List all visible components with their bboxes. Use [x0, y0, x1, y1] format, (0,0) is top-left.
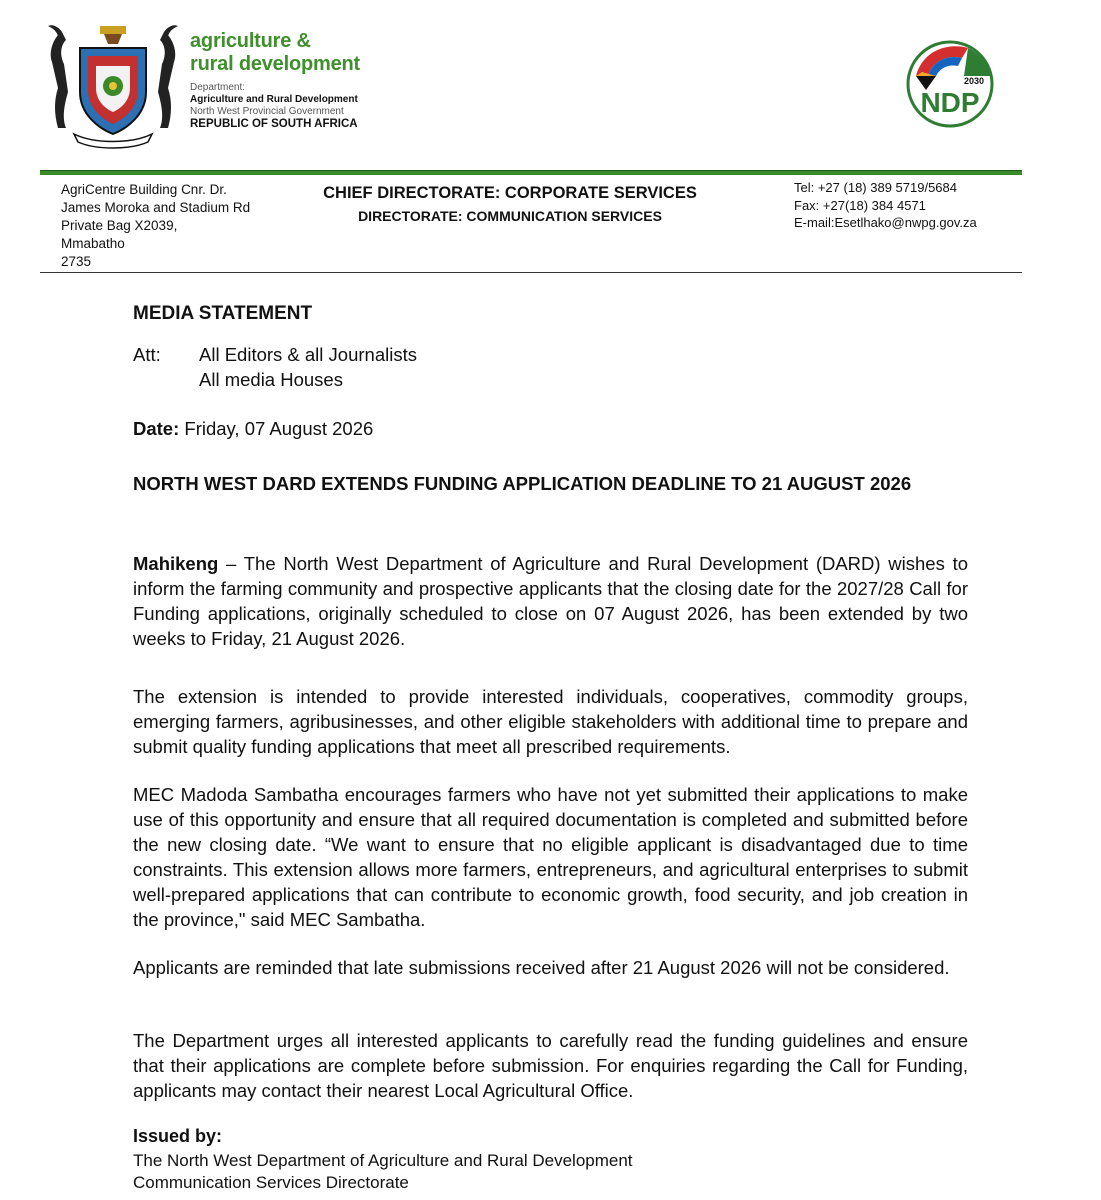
contact-details [794, 179, 977, 232]
attention-block [133, 342, 968, 392]
paragraph-4: Applicants are reminded that late submissions received after 21 August 2026 will not be considered. [133, 957, 950, 978]
contact-email: E-mail:Esetlhako@nwpg.gov.za [794, 215, 977, 230]
address-line-2: James Moroka and Stadium Rd [61, 200, 251, 215]
paragraph-2: The extension is intended to provide interested individuals, cooperatives, commodity groups, emerging farmers, agribusinesses, and other eligible stakeholders with additional time to prepare and submit quality funding applications that meet all prescribed requirements. [133, 686, 968, 757]
paragraph-5: The Department urges all interested applicants to carefully read the funding guidelines and ensure that their applications are complete before submission. For enquiries regarding the Call for Funding, applicants may contact their nearest Local Agricultural Office. [133, 1030, 968, 1101]
paragraph-1 [133, 551, 968, 651]
att-label: Att: [133, 344, 161, 365]
contact-tel: Tel: +27 (18) 389 5719/5684 [794, 180, 957, 195]
header-bottom-rule [40, 272, 1022, 273]
address-line-4: Mmabatho [61, 236, 125, 251]
paragraph-3: MEC Madoda Sambatha encourages farmers who have not yet submitted their applications to make use of this opportunity and ensure that all required documentation is completed and submitted before the new closing date. “We want to ensure that no eligible applicant is disadvantaged due to time constraints. This extension allows more farmers, entrepreneurs, and agricultural enterprises to submit well-prepared applications that can contribute to economic growth, food security, and job creation in the province," said MEC Sambatha. [133, 784, 968, 930]
dateline: Mahikeng [133, 553, 219, 574]
postal-address [61, 181, 250, 271]
issued-by-line-2: Communication Services Directorate [133, 1173, 409, 1192]
ndp-2030-logo [902, 36, 998, 128]
provincial-government: North West Provincial Government [190, 106, 344, 117]
ndp-year-text: 2030 [964, 76, 985, 86]
issued-by-label: Issued by: [133, 1126, 223, 1146]
department-title [190, 30, 360, 76]
paragraph-1-text: – The North West Department of Agriculture and Rural Development (DARD) wishes to inform the farming community and prospective applicants that the closing date for the 2027/28 Call for Funding applications, originally scheduled to close on 07 August 2026, has been extended by two weeks to Friday, 21 August 2026. [133, 553, 968, 649]
date-label: Date: [133, 418, 180, 439]
headline: NORTH WEST DARD EXTENDS FUNDING APPLICATION DEADLINE TO 21 AUGUST 2026 [133, 473, 912, 494]
chief-directorate-title: CHIEF DIRECTORATE: CORPORATE SERVICES [323, 184, 697, 202]
issued-by-block [133, 1150, 968, 1194]
department-title-line2: rural development [190, 53, 360, 75]
department-label: Department: [190, 82, 246, 93]
address-line-3: Private Bag X2039, [61, 218, 178, 233]
coat-of-arms-logo [44, 22, 182, 150]
directorate-subtitle: DIRECTORATE: COMMUNICATION SERVICES [358, 208, 662, 224]
date-line [133, 416, 968, 441]
department-subtitle [190, 82, 358, 130]
header-green-rule [40, 170, 1022, 175]
ndp-text: NDP [920, 87, 980, 118]
date-value: Friday, 07 August 2026 [179, 418, 374, 439]
statement-type: MEDIA STATEMENT [133, 303, 313, 324]
issued-by-line-1: The North West Department of Agriculture and Rural Development [133, 1151, 633, 1170]
address-line-5: 2735 [61, 254, 92, 269]
department-title-line1: agriculture & [190, 30, 311, 52]
att-line-2: All media Houses [199, 369, 343, 390]
department-name: Agriculture and Rural Development [190, 94, 358, 105]
republic-label: REPUBLIC OF SOUTH AFRICA [190, 118, 358, 130]
address-line-1: AgriCentre Building Cnr. Dr. [61, 182, 227, 197]
att-line-1: All Editors & all Journalists [199, 344, 417, 365]
contact-fax: Fax: +27(18) 384 4571 [794, 197, 926, 213]
